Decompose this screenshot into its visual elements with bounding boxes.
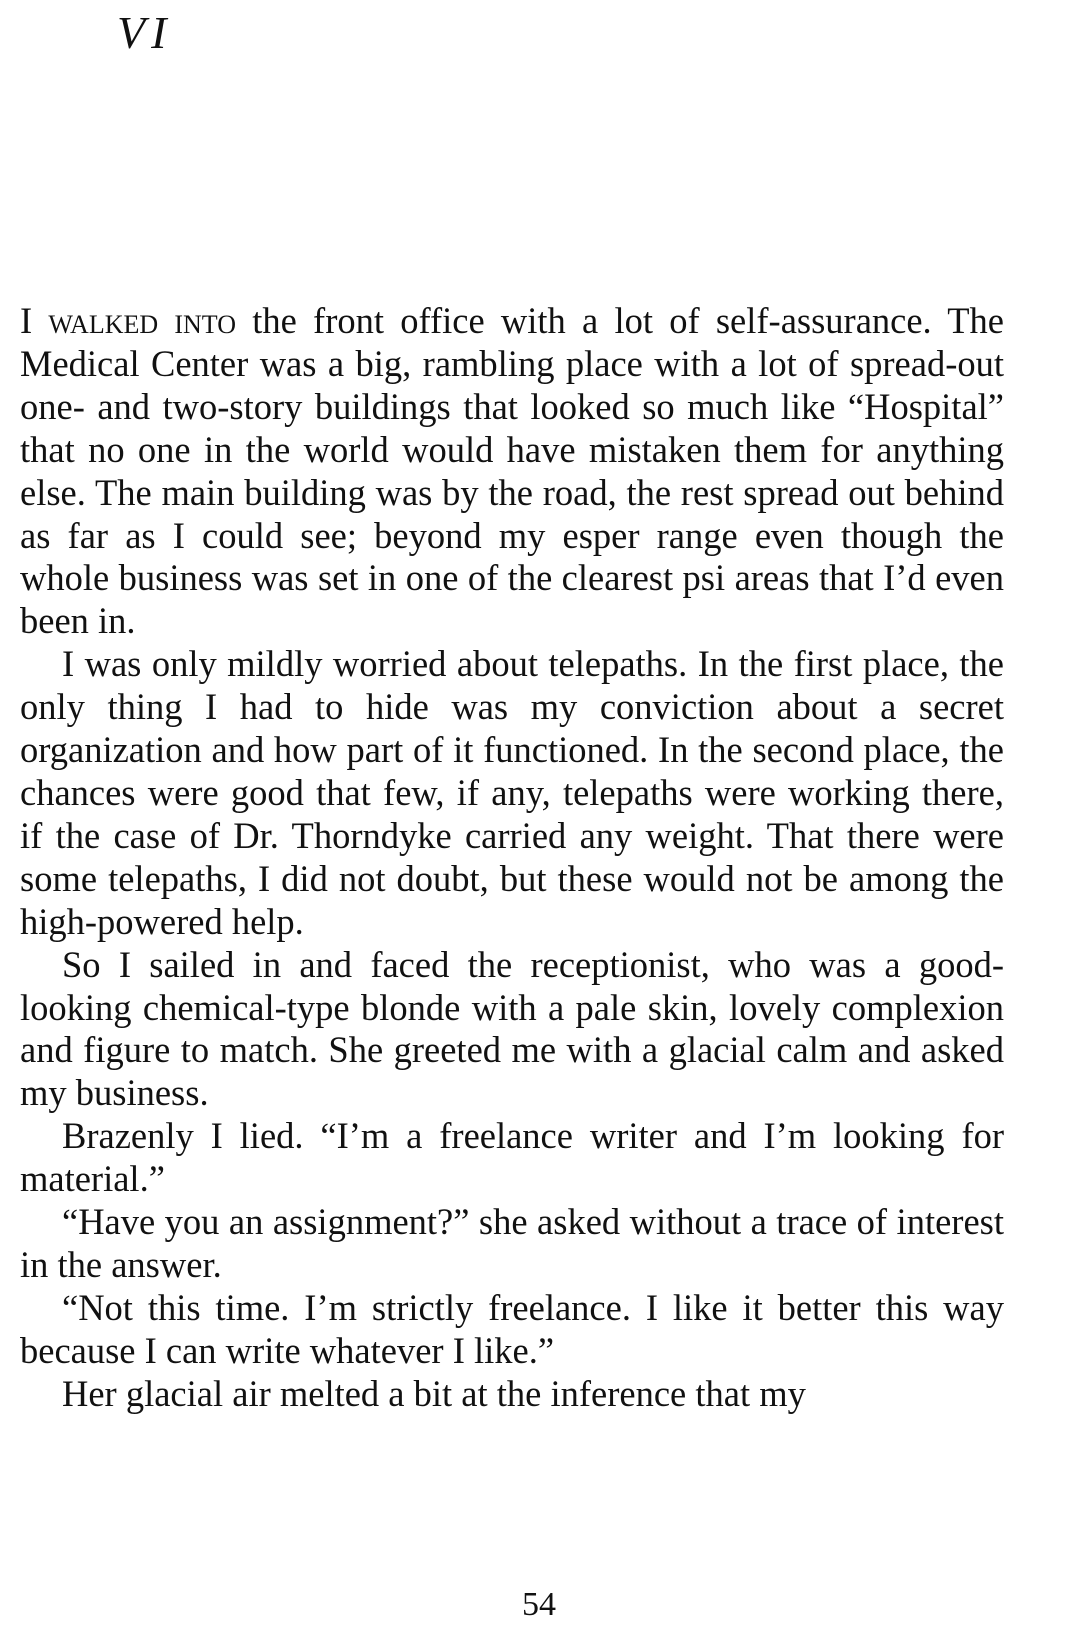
paragraph-1 xyxy=(20,300,1004,643)
page-number: 54 xyxy=(522,1586,556,1623)
paragraph-2: I was only mildly worried about telepaths. In the first place, the only thing I had to hide was my conviction about a secret organization and how part of it functioned. In the second place, the chances were good that few, if any, telepaths were working there, if the case of Dr. Thorndyke carried any weight. That there were some telepaths, I did not doubt, but these would not be among the high-powered help. xyxy=(20,643,1004,942)
paragraph-4: Brazenly I lied. “I’m a freelance writer and I’m looking for material.” xyxy=(20,1115,1004,1200)
paragraph-7: Her glacial air melted a bit at the inference that my xyxy=(62,1372,806,1414)
paragraph-6: “Not this time. I’m strictly freelance. I like it better this way because I can write whatever I like.” xyxy=(20,1286,1004,1371)
opening-smallcaps: I walked into xyxy=(20,300,236,341)
body-text xyxy=(20,300,1004,1416)
paragraph-5: “Have you an assignment?” she asked without a trace of interest in the answer. xyxy=(20,1201,1004,1285)
chapter-heading: VI xyxy=(117,7,173,58)
paragraph-1-rest: the front office with a lot of self-assurance. The Medical Center was a big, rambling place with a lot of spread-out one- and two-story buildings that looked so much like “Hospital” that no one in the world would have mistaken them for anything else. The main building was by the road, the rest spread out behind as far as I could see; beyond my esper range even though the whole business was set in one of the clearest psi areas that I’d even been in. xyxy=(20,300,1005,642)
paragraph-3: So I sailed in and faced the receptionist, who was a good-looking chemical-type blonde with a pale skin, lovely complexion and figure to match. She greeted me with a glacial calm and asked my business. xyxy=(20,943,1004,1114)
